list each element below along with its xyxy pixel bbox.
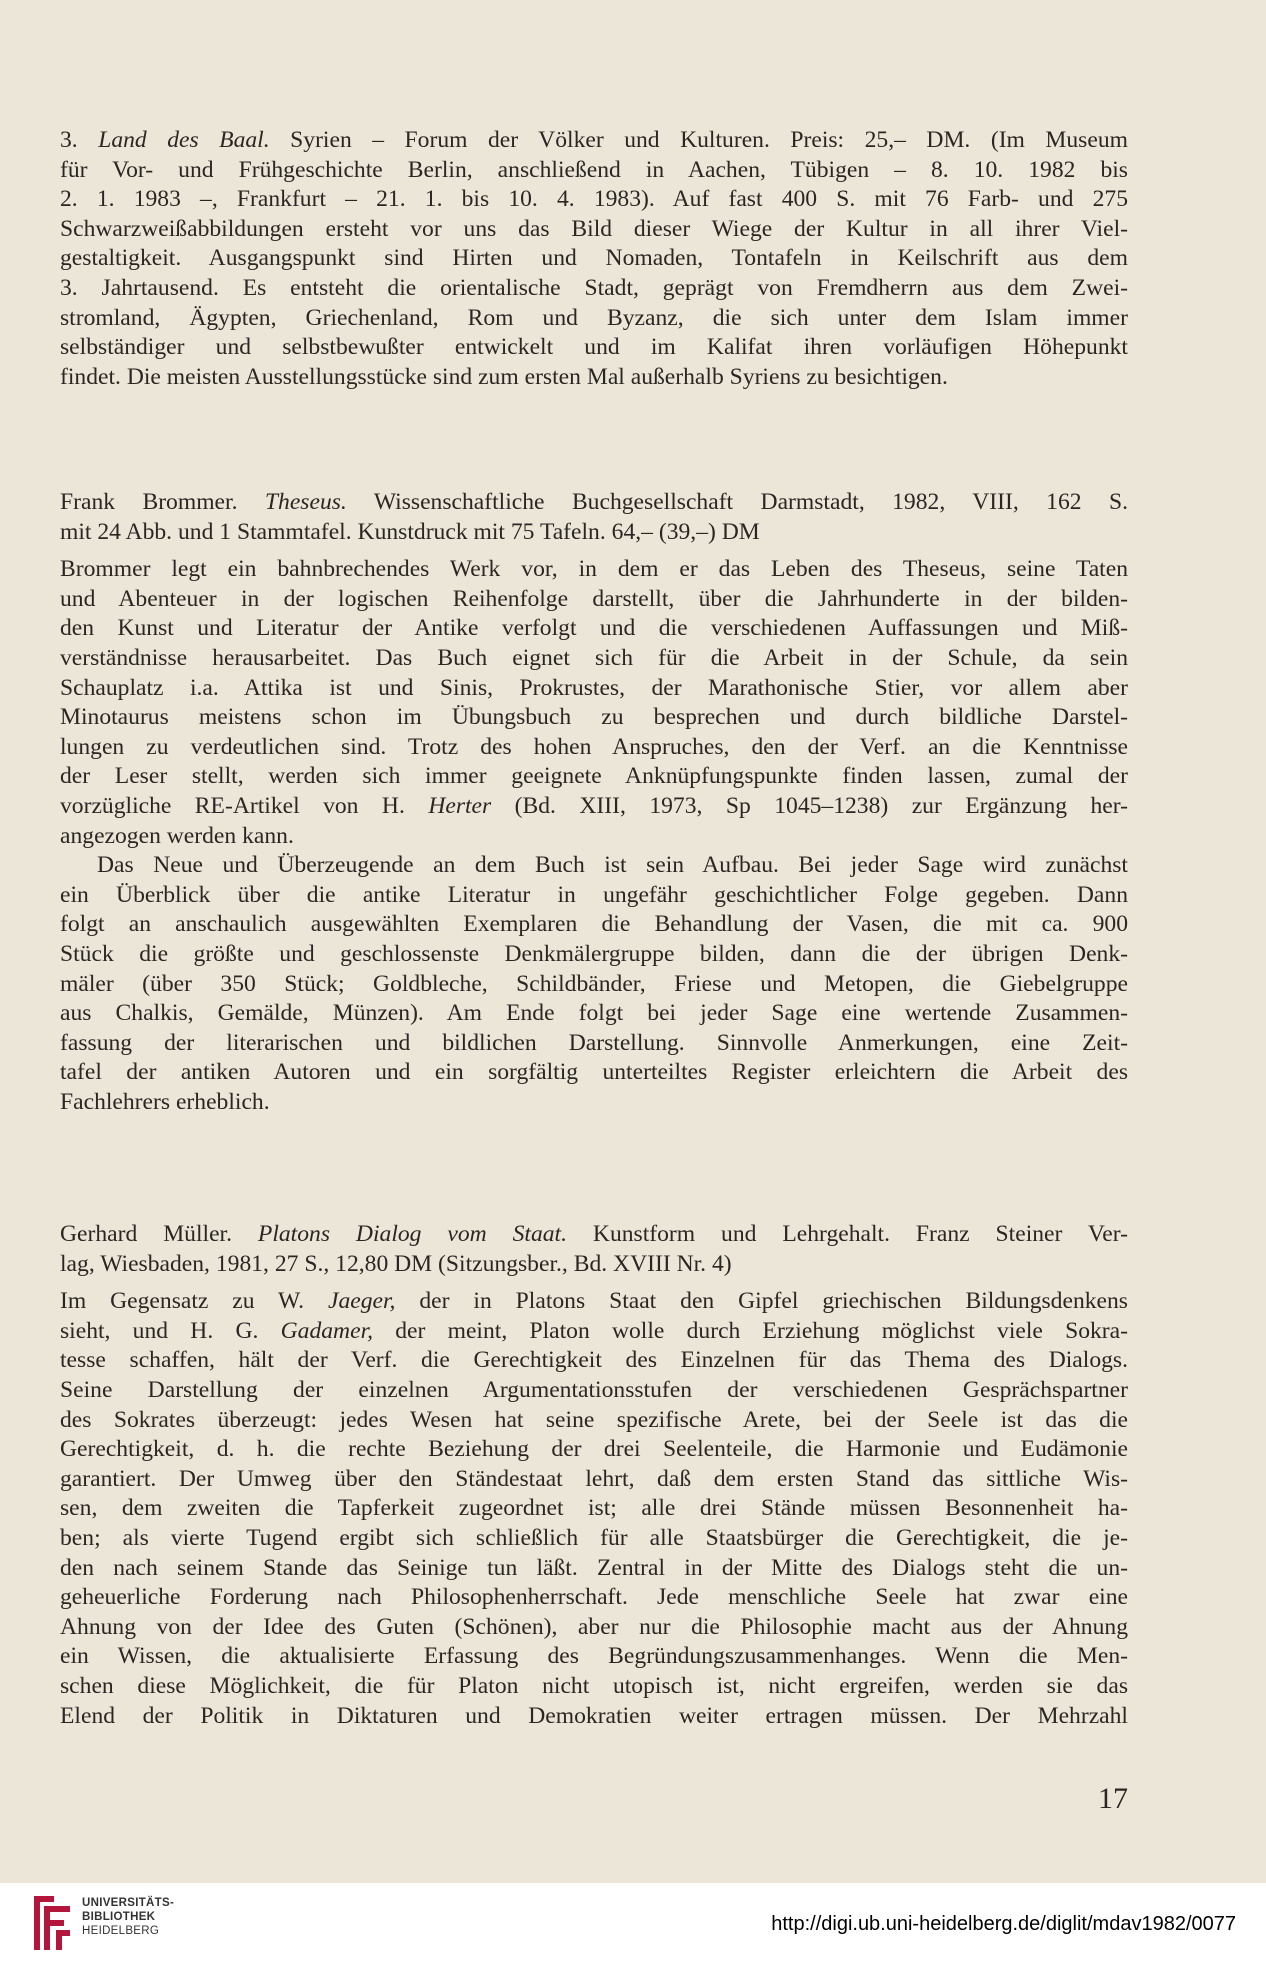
- text-line: selbständiger und selbstbewußter entwickelt und im Kalifat ihren vorläufigen Höhepunkt: [60, 334, 1128, 361]
- text-line: der Leser stellt, werden sich immer geeignete Anknüpfungspunkte finden lassen, zumal der: [60, 763, 1128, 790]
- text-line: den nach seinem Stande das Seinige tun läßt. Zentral in der Mitte des Dialogs steht die un-: [60, 1554, 1128, 1581]
- library-name-line: UNIVERSITÄTS-: [82, 1897, 175, 1909]
- library-logo-icon: [30, 1894, 74, 1952]
- text-line: stromland, Ägypten, Griechenland, Rom und Byzanz, die sich unter dem Islam immer: [60, 304, 1128, 331]
- text-line: 2. 1. 1983 –, Frankfurt – 21. 1. bis 10. 4. 1983). Auf fast 400 S. mit 76 Farb- und 275: [60, 186, 1128, 213]
- text-line: für Vor- und Frühgeschichte Berlin, anschließend in Aachen, Tübigen – 8. 10. 1982 bis: [60, 156, 1128, 183]
- italic-title: Theseus.: [264, 489, 347, 515]
- text-line: folgt an anschaulich ausgewählten Exemplaren die Behandlung der Vasen, die mit ca. 900: [60, 911, 1128, 938]
- text-line: gestaltigkeit. Ausgangspunkt sind Hirten und Nomaden, Tontafeln in Keilschrift aus dem: [60, 245, 1128, 272]
- text-line: Frank Brommer. Theseus. Wissenschaftliche Buchgesellschaft Darmstadt, 1982, VIII, 162 S.: [60, 489, 1128, 515]
- italic-title: Platons Dialog vom Staat.: [257, 1221, 567, 1247]
- italic-title: Gadamer,: [280, 1317, 374, 1344]
- library-name-line: BIBLIOTHEK: [82, 1911, 156, 1923]
- review-heading: [60, 488, 1128, 547]
- permalink-url[interactable]: http://digi.ub.uni-heidelberg.de/diglit/mdav1982/0077: [771, 1913, 1236, 1935]
- text-line: Im Gegensatz zu W. Jaeger, der in Platons Staat den Gipfel griechischen Bildungsdenkens: [60, 1288, 1128, 1315]
- text-line: 3. Land des Baal. Syrien – Forum der Völker und Kulturen. Preis: 25,– DM. (Im Museum: [60, 127, 1128, 153]
- text-line: Brommer legt ein bahnbrechendes Werk vor, in dem er das Leben des Theseus, seine Taten: [60, 556, 1128, 583]
- text-line: schen diese Möglichkeit, die für Platon nicht utopisch ist, nicht ergreifen, werden sie das: [60, 1672, 1128, 1699]
- text-line: Gerhard Müller. Platons Dialog vom Staat. Kunstform und Lehrgehalt. Franz Steiner Ver-: [60, 1221, 1128, 1247]
- text-line: Gerechtigkeit, d. h. die rechte Beziehung der drei Seelenteile, die Harmonie und Eudämonie: [60, 1436, 1128, 1463]
- review-heading: [60, 1220, 1128, 1279]
- review-paragraph: [60, 555, 1128, 851]
- text-line: fassung der literarischen und bildlichen Darstellung. Sinnvolle Anmerkungen, eine Zeit-: [60, 1029, 1128, 1056]
- text-line: angezogen werden kann.: [60, 822, 294, 849]
- text-line: Fachlehrers erheblich.: [60, 1088, 270, 1115]
- text-line: 3. Jahrtausend. Es entsteht die orientalische Stadt, geprägt von Fremdherrn aus dem Zwei-: [60, 274, 1128, 301]
- text-line: Ahnung von der Idee des Guten (Schönen), aber nur die Philosophie macht aus der Ahnung: [60, 1613, 1128, 1640]
- text-line: mäler (über 350 Stück; Goldbleche, Schildbänder, Friese und Metopen, die Giebelgruppe: [60, 970, 1128, 997]
- review-paragraph: [60, 1287, 1128, 1731]
- review-theseus: [60, 488, 1128, 1117]
- text-line: mit 24 Abb. und 1 Stammtafel. Kunstdruck mit 75 Tafeln. 64,– (39,–) DM: [60, 518, 760, 545]
- text-line: findet. Die meisten Ausstellungsstücke sind zum ersten Mal außerhalb Syriens zu besichtigen.: [60, 363, 948, 390]
- text-line: und Abenteuer in der logischen Reihenfolge darstellt, über die Jahrhunderte in der bilden-: [60, 585, 1128, 612]
- text-line: Seine Darstellung der einzelnen Argumentationsstufen der verschiedenen Gesprächspartner: [60, 1376, 1128, 1403]
- italic-title: Land des Baal.: [98, 127, 270, 153]
- text-line: sen, dem zweiten die Tapferkeit zugeordnet ist; alle drei Stände müssen Besonnenheit ha-: [60, 1495, 1128, 1522]
- text-line: Schauplatz i.a. Attika ist und Sinis, Prokrustes, der Marathonische Stier, vor allem aber: [60, 674, 1128, 701]
- review-paragraph: [60, 126, 1128, 392]
- review-land-des-baal: [60, 126, 1128, 392]
- text-line: aus Chalkis, Gemälde, Münzen). Am Ende folgt bei jeder Sage eine wertende Zusammen-: [60, 1000, 1128, 1027]
- text-line: den Kunst und Literatur der Antike verfolgt und die verschiedenen Auffassungen und Miß-: [60, 615, 1128, 642]
- text-line: vorzügliche RE-Artikel von H. Herter (Bd. XIII, 1973, Sp 1045–1238) zur Ergänzung her-: [60, 792, 1128, 819]
- library-name-line: HEIDELBERG: [82, 1925, 160, 1937]
- library-footer: [0, 1883, 1266, 1975]
- text-line: lungen zu verdeutlichen sind. Trotz des hohen Anspruches, den der Verf. an die Kenntnisse: [60, 733, 1128, 760]
- text-line: verständnisse herausarbeitet. Das Buch eignet sich für die Arbeit in der Schule, da sein: [60, 644, 1128, 671]
- text-line: Minotaurus meistens schon im Übungsbuch zu besprechen und durch bildliche Darstel-: [60, 704, 1128, 731]
- page-number: 17: [1098, 1782, 1128, 1815]
- italic-title: Jaeger,: [327, 1288, 396, 1315]
- text-line: tesse schaffen, hält der Verf. die Gerechtigkeit des Einzelnen für das Thema des Dialogs.: [60, 1347, 1128, 1374]
- text-line: Elend der Politik in Diktaturen und Demokratien weiter ertragen müssen. Der Mehrzahl: [60, 1702, 1128, 1729]
- text-line: Schwarzweißabbildungen ersteht vor uns das Bild dieser Wiege der Kultur in all ihrer Viel-: [60, 215, 1128, 242]
- text-line: ben; als vierte Tugend ergibt sich schließlich für alle Staatsbürger die Gerechtigkeit, die je-: [60, 1524, 1128, 1551]
- review-paragraph: [60, 851, 1128, 1117]
- italic-title: Herter: [428, 792, 492, 819]
- library-name: [82, 1896, 174, 1938]
- text-line: des Sokrates überzeugt: jedes Wesen hat seine spezifische Arete, bei der Seele ist das die: [60, 1406, 1128, 1433]
- text-line: Das Neue und Überzeugende an dem Buch ist sein Aufbau. Bei jeder Sage wird zunächst: [97, 852, 1128, 879]
- text-line: ein Überblick über die antike Literatur in ungefähr geschichtlicher Folge gegeben. Dann: [60, 881, 1128, 908]
- text-line: sieht, und H. G. Gadamer, der meint, Platon wolle durch Erziehung möglichst viele Sokra-: [60, 1317, 1128, 1344]
- text-line: geheuerliche Forderung nach Philosophenherrschaft. Jede menschliche Seele hat zwar eine: [60, 1584, 1128, 1611]
- text-line: Stück die größte und geschlossenste Denkmälergruppe bilden, dann die der übrigen Denk-: [60, 940, 1128, 967]
- text-line: lag, Wiesbaden, 1981, 27 S., 12,80 DM (Sitzungsber., Bd. XVIII Nr. 4): [60, 1250, 732, 1277]
- review-platons-dialog: [60, 1220, 1128, 1731]
- text-line: garantiert. Der Umweg über den Ständestaat lehrt, daß dem ersten Stand das sittliche Wis-: [60, 1465, 1128, 1492]
- text-line: ein Wissen, die aktualisierte Erfassung des Begründungszusammenhanges. Wenn die Men-: [60, 1643, 1128, 1670]
- text-line: tafel der antiken Autoren und ein sorgfältig unterteiltes Register erleichtern die Arbeit des: [60, 1059, 1128, 1086]
